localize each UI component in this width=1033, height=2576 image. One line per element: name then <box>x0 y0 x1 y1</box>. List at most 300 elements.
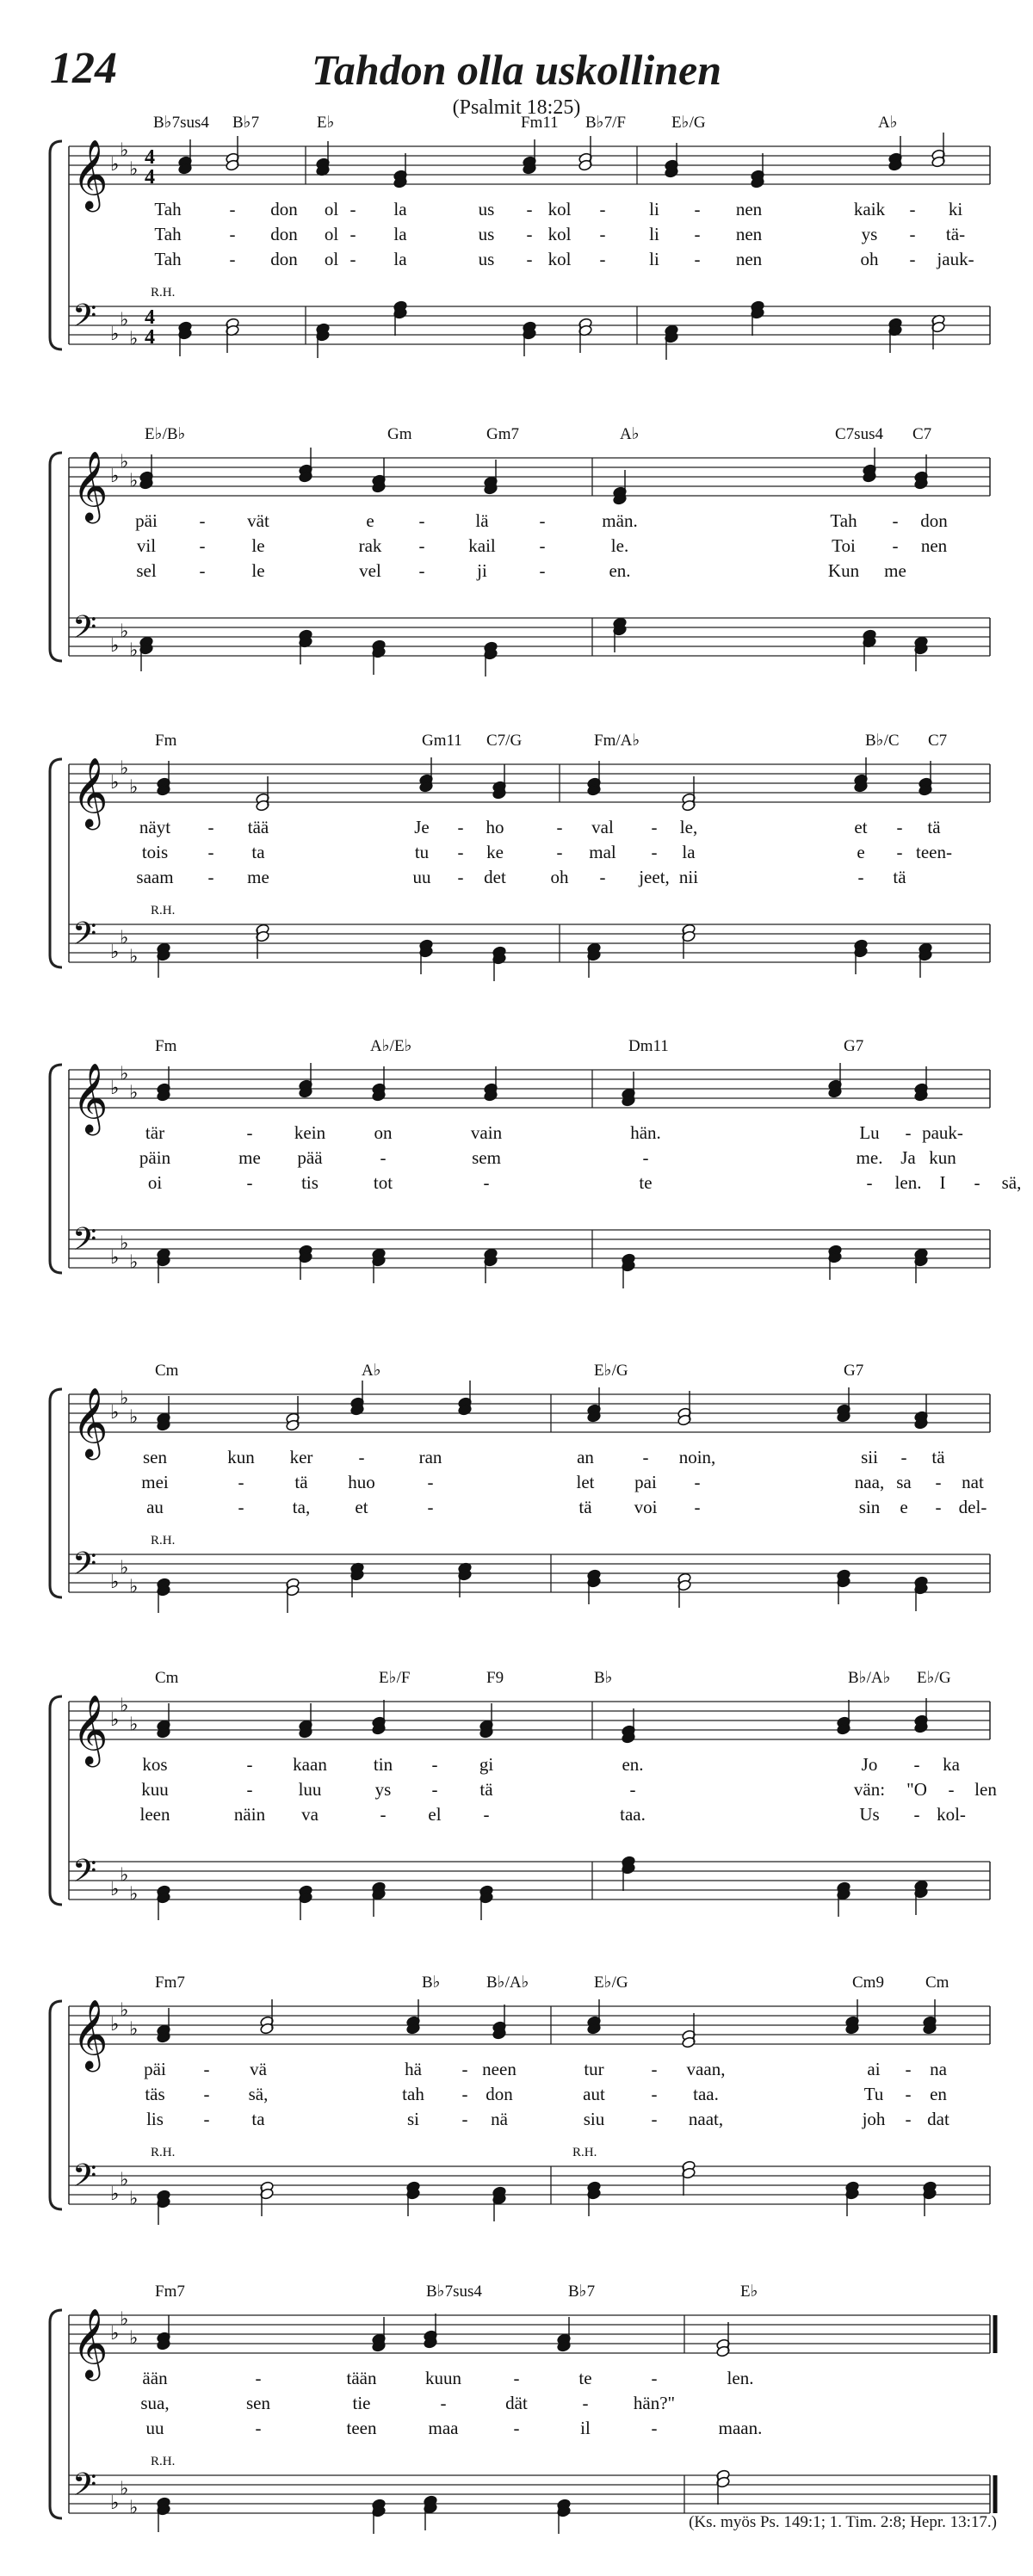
chord-symbol: G7 <box>844 1362 864 1380</box>
lyric-syllable: ol <box>324 199 339 219</box>
lyric-syllable: sem <box>472 1147 501 1168</box>
lyric-syllable: le. <box>610 535 629 556</box>
lyric-hyphen: - <box>694 1472 701 1492</box>
lyric-verse-3 <box>136 867 906 887</box>
lyric-syllable: te <box>578 2368 592 2388</box>
lyric-syllable: ään <box>142 2368 168 2388</box>
flat-icon: ♭ <box>110 941 120 962</box>
lyric-syllable: et <box>355 1497 368 1517</box>
lyric-syllable: neen <box>482 2059 516 2079</box>
lyric-syllable: ho <box>486 817 504 837</box>
lyric-syllable: sel <box>136 560 157 581</box>
lyric-hyphen: - <box>599 224 606 244</box>
lyric-verse-3 <box>140 1804 966 1825</box>
bass-staff <box>69 1862 990 1900</box>
lyric-syllable: us <box>478 249 495 269</box>
lyric-syllable: vän: <box>853 1779 886 1800</box>
lyric-syllable: us <box>478 224 495 244</box>
lyric-syllable: ta, <box>292 1497 311 1517</box>
lyric-hyphen: - <box>483 1804 490 1825</box>
lyric-syllable: val <box>591 817 614 837</box>
system-bracket <box>50 2310 62 2518</box>
lyric-syllable: tur <box>584 2059 604 2079</box>
lyric-hyphen: - <box>948 1779 955 1800</box>
bass-clef-icon: 𝄢 <box>72 299 97 341</box>
lyric-hyphen: - <box>199 510 206 531</box>
lyric-hyphen: - <box>427 1497 434 1517</box>
lyric-syllable: pai <box>634 1472 657 1492</box>
lyric-syllable: Us <box>859 1804 880 1825</box>
lyric-syllable: päi <box>144 2059 166 2079</box>
treble-staff <box>69 458 990 496</box>
lyric-syllable: huo <box>348 1472 375 1492</box>
system-8 <box>50 2283 995 2534</box>
lyric-hyphen: - <box>935 1497 942 1517</box>
lyric-syllable: ol <box>324 224 339 244</box>
lyric-syllable: te <box>639 1172 653 1193</box>
lyric-syllable: vain <box>470 1122 503 1143</box>
system-6 <box>50 1669 997 1920</box>
flat-icon: ♭ <box>129 2496 139 2518</box>
lyric-syllable: ke <box>486 842 504 862</box>
chord-symbol: Cm <box>155 1669 179 1687</box>
bass-staff <box>69 2475 990 2513</box>
lyric-hyphen: - <box>892 535 899 556</box>
lyric-hyphen: - <box>905 2059 912 2079</box>
lyric-syllable: tä- <box>945 224 966 244</box>
lyric-syllable: naa, <box>854 1472 885 1492</box>
lyric-hyphen: - <box>255 2368 262 2388</box>
lyric-syllable: le <box>251 535 265 556</box>
lyric-syllable: vil <box>136 535 157 556</box>
chord-symbol: Gm11 <box>422 732 462 750</box>
lyric-syllable: Tah <box>154 224 182 244</box>
flat-icon: ♭ <box>129 1081 139 1103</box>
flat-icon: ♭ <box>120 926 129 948</box>
lyric-syllable: ka <box>943 1754 960 1775</box>
flat-icon: ♭ <box>120 757 129 779</box>
lyric-syllable: teen <box>346 2418 377 2438</box>
lyric-verse-2 <box>154 224 965 244</box>
flat-icon: ♭ <box>110 323 120 344</box>
lyric-hyphen: - <box>526 199 533 219</box>
treble-staff <box>69 1394 990 1432</box>
lyric-syllable: mal <box>589 842 616 862</box>
lyric-syllable: nen <box>735 199 763 219</box>
lyric-syllable: ran <box>418 1447 442 1467</box>
lyric-verse-3 <box>136 560 906 581</box>
lyric-syllable: kaik <box>853 199 886 219</box>
system-5 <box>50 1362 990 1613</box>
lyric-syllable: näin <box>233 1804 266 1825</box>
chord-symbol: E♭ <box>740 2283 758 2301</box>
bass-staff <box>69 924 990 962</box>
chord-symbol: E♭/G <box>671 114 706 132</box>
time-signature-top: 4 <box>145 146 155 169</box>
lyric-hyphen: - <box>629 1779 636 1800</box>
lyric-hyphen: - <box>651 842 658 862</box>
lyric-hyphen: - <box>207 842 214 862</box>
lyric-verse-1 <box>142 1754 960 1775</box>
lyric-hyphen: - <box>229 199 236 219</box>
lyric-hyphen: - <box>246 1754 253 1775</box>
lyric-syllable: Tah <box>830 510 857 531</box>
flat-icon: ♭ <box>129 775 139 798</box>
lyric-syllable: ta <box>251 2109 265 2129</box>
flat-icon: ♭ <box>110 1401 120 1423</box>
chord-symbol: Fm <box>155 732 177 750</box>
flat-icon: ♭ <box>120 139 129 161</box>
chord-symbol: E♭/G <box>594 1362 628 1380</box>
lyric-syllable: el <box>428 1804 442 1825</box>
lyric-hyphen: - <box>642 1147 649 1168</box>
lyric-verse-1 <box>145 1122 963 1143</box>
flat-icon: ♭ <box>120 2477 129 2499</box>
chord-symbol: Fm11 <box>521 114 559 132</box>
treble-staff <box>69 1702 990 1739</box>
lyric-syllable: kuu <box>141 1779 169 1800</box>
flat-icon: ♭ <box>120 2168 129 2190</box>
bass-clef-icon: 𝄢 <box>72 1854 97 1896</box>
lyric-verse-1 <box>142 2368 753 2388</box>
lyric-syllable: mei <box>141 1472 169 1492</box>
lyric-syllable: an <box>577 1447 594 1467</box>
lyric-hyphen: - <box>599 199 606 219</box>
lyric-hyphen: - <box>203 2059 210 2079</box>
chord-symbol: Dm11 <box>628 1037 669 1055</box>
lyric-syllable: nat <box>962 1472 984 1492</box>
lyric-syllable: sen <box>246 2393 270 2413</box>
lyric-syllable: en. <box>622 1754 644 1775</box>
lyric-hyphen: - <box>694 1497 701 1517</box>
lyric-hyphen: - <box>203 2109 210 2129</box>
scripture-reference: (Psalmit 18:25) <box>452 96 581 119</box>
lyric-verse-3 <box>146 2418 763 2438</box>
lyric-syllable: siu <box>583 2109 605 2129</box>
lyric-hyphen: - <box>418 560 425 581</box>
lyric-syllable: me <box>884 560 906 581</box>
lyric-syllable: et <box>854 817 868 837</box>
flat-icon: ♭ <box>110 2183 120 2204</box>
lyric-syllable: Tah <box>154 249 182 269</box>
lyric-syllable: Jo <box>861 1754 878 1775</box>
flat-icon: ♭ <box>120 450 129 473</box>
treble-staff <box>69 2315 990 2353</box>
lyric-syllable: tään <box>346 2368 377 2388</box>
lyric-verse-2 <box>145 2084 947 2104</box>
bass-clef-icon: 𝄢 <box>72 1547 97 1589</box>
lyric-syllable: kuun <box>425 2368 461 2388</box>
lyric-verse-3 <box>148 1172 1022 1193</box>
system-bracket <box>50 2001 62 2209</box>
flat-icon: ♭ <box>110 1077 120 1098</box>
lyric-hyphen: - <box>892 510 899 531</box>
flat-icon: ♭ <box>129 158 139 180</box>
lyric-syllable: kol <box>547 249 572 269</box>
lyric-hyphen: - <box>431 1779 438 1800</box>
lyric-syllable: la <box>393 224 407 244</box>
lyric-syllable: kun <box>929 1147 956 1168</box>
system-bracket <box>50 141 62 349</box>
lyric-syllable: us <box>478 199 495 219</box>
lyric-hyphen: - <box>349 224 356 244</box>
chord-symbol: E♭ <box>317 114 335 132</box>
lyric-syllable: nii <box>678 867 699 887</box>
lyric-syllable: män. <box>602 510 638 531</box>
lyric-syllable: taa. <box>620 1804 646 1825</box>
time-signature-bottom: 4 <box>145 326 155 349</box>
bass-clef-icon: 𝄢 <box>72 2159 97 2201</box>
treble-clef-icon: 𝄞 <box>72 760 108 826</box>
chord-symbol: B♭ <box>594 1669 613 1687</box>
right-hand-mark: R.H. <box>151 286 176 300</box>
lyric-syllable: Tah <box>154 199 182 219</box>
chord-symbol: Cm <box>925 1974 949 1992</box>
lyric-hyphen: - <box>905 2109 912 2129</box>
lyric-verse-3 <box>154 249 974 269</box>
lyric-hyphen: - <box>199 560 206 581</box>
bass-clef-icon: 𝄢 <box>72 610 97 652</box>
chord-symbol: A♭ <box>620 425 640 443</box>
lyric-syllable: don <box>270 249 298 269</box>
flat-icon: ♭ <box>110 634 120 656</box>
flat-icon: ♭ <box>110 153 120 175</box>
time-signature-bottom: 4 <box>145 166 155 188</box>
lyric-syllable: le <box>251 560 265 581</box>
chord-symbol: Fm7 <box>155 1974 185 1992</box>
lyric-hyphen: - <box>556 817 563 837</box>
lyric-syllable: e <box>900 1497 908 1517</box>
flat-icon: ♭ <box>120 1694 129 1716</box>
bass-staff <box>69 1230 990 1268</box>
lyric-hyphen: - <box>461 2059 468 2079</box>
lyric-syllable: täs <box>145 2084 165 2104</box>
lyric-syllable: va <box>301 1804 319 1825</box>
lyric-syllable: nä <box>491 2109 508 2129</box>
lyric-verse-2 <box>137 535 948 556</box>
hymn-number: 124 <box>50 44 117 93</box>
lyric-hyphen: - <box>255 2418 262 2438</box>
lyric-syllable: oh <box>550 867 569 887</box>
lyric-syllable: tin <box>373 1754 393 1775</box>
lyric-syllable: teen- <box>916 842 952 862</box>
lyric-hyphen: - <box>857 867 864 887</box>
lyric-hyphen: - <box>246 1779 253 1800</box>
lyric-hyphen: - <box>229 224 236 244</box>
time-signature-top: 4 <box>145 306 155 329</box>
chord-symbol: E♭/G <box>917 1669 951 1687</box>
lyric-syllable: li <box>649 224 659 244</box>
treble-clef-icon: 𝄞 <box>72 2002 108 2068</box>
lyric-syllable: "O <box>906 1779 927 1800</box>
lyric-hyphen: - <box>461 2109 468 2129</box>
bass-staff <box>69 1554 990 1592</box>
lyric-syllable: ji <box>477 560 487 581</box>
bass-staff <box>69 618 990 656</box>
lyric-syllable: ker <box>289 1447 313 1467</box>
lyric-syllable: näyt <box>139 817 171 837</box>
right-hand-mark: R.H. <box>151 1534 176 1547</box>
lyric-hyphen: - <box>457 867 464 887</box>
lyric-syllable: tot <box>373 1172 393 1193</box>
lyric-hyphen: - <box>599 867 606 887</box>
lyric-syllable: la <box>393 199 407 219</box>
flat-icon: ♭ <box>129 945 139 967</box>
lyric-syllable: tär <box>145 1122 165 1143</box>
lyric-syllable: me. <box>856 1147 883 1168</box>
lyric-syllable: maa <box>428 2418 459 2438</box>
lyric-verse-3 <box>146 2109 949 2129</box>
lyric-hyphen: - <box>238 1472 244 1492</box>
lyric-verse-3 <box>146 1497 987 1517</box>
lyric-syllable: don <box>920 510 948 531</box>
lyric-syllable: oi <box>147 1172 163 1193</box>
lyric-syllable: ki <box>948 199 963 219</box>
lyric-syllable: len. <box>727 2368 754 2388</box>
lyric-syllable: Tu <box>863 2084 884 2104</box>
chord-symbol: C7 <box>912 425 932 443</box>
lyric-hyphen: - <box>694 224 701 244</box>
lyric-hyphen: - <box>513 2418 520 2438</box>
chord-symbol: B♭7sus4 <box>426 2283 482 2301</box>
system-1 <box>50 114 990 360</box>
chord-symbol: B♭7 <box>232 114 260 132</box>
lyric-syllable: del- <box>958 1497 987 1517</box>
chord-symbol: C7sus4 <box>835 425 883 443</box>
lyric-hyphen: - <box>526 249 533 269</box>
lyric-hyphen: - <box>238 1497 244 1517</box>
lyric-syllable: maan. <box>718 2418 763 2438</box>
lyric-syllable: tä <box>294 1472 308 1492</box>
lyric-syllable: au <box>146 1497 164 1517</box>
lyric-syllable: sii <box>861 1447 878 1467</box>
lyric-hyphen: - <box>905 2084 912 2104</box>
lyric-hyphen: - <box>974 1172 980 1193</box>
chord-symbol: C7 <box>928 732 948 750</box>
flat-icon: ♭ <box>110 1246 120 1268</box>
lyric-syllable: hä <box>405 2059 422 2079</box>
lyric-syllable: kos <box>142 1754 168 1775</box>
lyric-syllable: dät <box>505 2393 528 2413</box>
lyric-syllable: nen <box>920 535 948 556</box>
lyric-syllable: me <box>247 867 269 887</box>
lyric-syllable: tää <box>247 817 269 837</box>
treble-clef-icon: 𝄞 <box>72 1066 108 1132</box>
lyric-syllable: kol <box>547 199 572 219</box>
flat-icon: ♭ <box>129 2326 139 2349</box>
lyric-syllable: sin <box>858 1497 881 1517</box>
chord-symbol: E♭/B♭ <box>145 425 186 443</box>
lyric-syllable: hän?" <box>633 2393 676 2413</box>
lyric-syllable: det <box>484 867 506 887</box>
system-bracket <box>50 1696 62 1905</box>
flat-icon: ♭ <box>110 2013 120 2035</box>
lyric-syllable: Ja <box>900 1147 916 1168</box>
lyric-hyphen: - <box>207 817 214 837</box>
lyric-syllable: le, <box>679 817 698 837</box>
flat-icon: ♭ <box>129 2017 139 2040</box>
lyric-syllable: tä <box>479 1779 493 1800</box>
lyric-hyphen: - <box>694 199 701 219</box>
flat-icon: ♭ <box>120 1232 129 1254</box>
bass-clef-icon: 𝄢 <box>72 917 97 959</box>
lyric-hyphen: - <box>461 2084 468 2104</box>
chord-symbol: B♭7 <box>568 2283 596 2301</box>
lyric-syllable: päi <box>135 510 158 531</box>
lyric-verse-1 <box>135 510 948 531</box>
flat-icon: ♭ <box>129 1251 139 1273</box>
lyric-syllable: jeet, <box>639 867 670 887</box>
flat-icon: ♭ <box>129 1882 139 1905</box>
lyric-hyphen: - <box>207 867 214 887</box>
right-hand-mark: R.H. <box>151 904 176 917</box>
lyric-hyphen: - <box>539 510 546 531</box>
lyric-hyphen: - <box>556 842 563 862</box>
lyric-syllable: voi <box>634 1497 658 1517</box>
lyric-hyphen: - <box>651 2084 658 2104</box>
treble-clef-icon: 𝄞 <box>72 454 108 520</box>
lyric-syllable: vät <box>247 510 269 531</box>
flat-icon: ♭ <box>120 1062 129 1084</box>
lyric-verse-2 <box>141 1779 997 1800</box>
lyric-syllable: vel <box>359 560 381 581</box>
flat-icon: ♭ <box>129 469 139 491</box>
right-hand-mark: R.H. <box>572 2146 597 2159</box>
lyric-verse-2 <box>141 1472 984 1492</box>
chord-symbol: Fm/A♭ <box>594 732 640 750</box>
lyric-syllable: tä <box>927 817 941 837</box>
lyric-hyphen: - <box>642 1447 649 1467</box>
chord-symbol: E♭/G <box>594 1974 628 1992</box>
lyric-syllable: saam <box>136 867 174 887</box>
lyric-hyphen: - <box>513 2368 520 2388</box>
treble-staff <box>69 1070 990 1108</box>
lyric-syllable: lis <box>146 2109 164 2129</box>
chord-symbol: Fm <box>155 1037 177 1055</box>
lyric-hyphen: - <box>229 249 236 269</box>
lyric-syllable: sä, <box>1001 1172 1022 1193</box>
flat-icon: ♭ <box>110 1878 120 1900</box>
system-3 <box>50 732 990 981</box>
lyric-hyphen: - <box>246 1122 253 1143</box>
lyric-syllable: si <box>406 2109 420 2129</box>
chord-symbol: A♭ <box>878 114 898 132</box>
lyric-hyphen: - <box>694 249 701 269</box>
lyric-syllable: sen <box>143 1447 167 1467</box>
chord-symbol: Gm <box>387 425 412 443</box>
lyric-verse-1 <box>143 1447 945 1467</box>
chord-symbol: B♭/C <box>865 732 900 750</box>
lyric-hyphen: - <box>651 2059 658 2079</box>
lyric-syllable: kol <box>547 224 572 244</box>
lyric-syllable: noin, <box>678 1447 716 1467</box>
lyric-syllable: uu <box>412 867 431 887</box>
system-4 <box>50 1037 1021 1288</box>
footnote-references: (Ks. myös Ps. 149:1; 1. Tim. 2:8; Hepr. 13:17.) <box>689 2513 997 2531</box>
lyric-hyphen: - <box>905 1122 912 1143</box>
lyric-syllable: Je <box>414 817 430 837</box>
lyric-hyphen: - <box>651 2109 658 2129</box>
flat-icon: ♭ <box>120 620 129 642</box>
lyric-syllable: on <box>374 1122 393 1143</box>
lyric-syllable: e <box>857 842 865 862</box>
lyric-hyphen: - <box>349 249 356 269</box>
flat-icon: ♭ <box>129 1405 139 1428</box>
lyric-syllable: pää <box>297 1147 323 1168</box>
lyric-syllable: sä, <box>248 2084 269 2104</box>
lyric-hyphen: - <box>483 1172 490 1193</box>
flat-icon: ♭ <box>110 2492 120 2513</box>
